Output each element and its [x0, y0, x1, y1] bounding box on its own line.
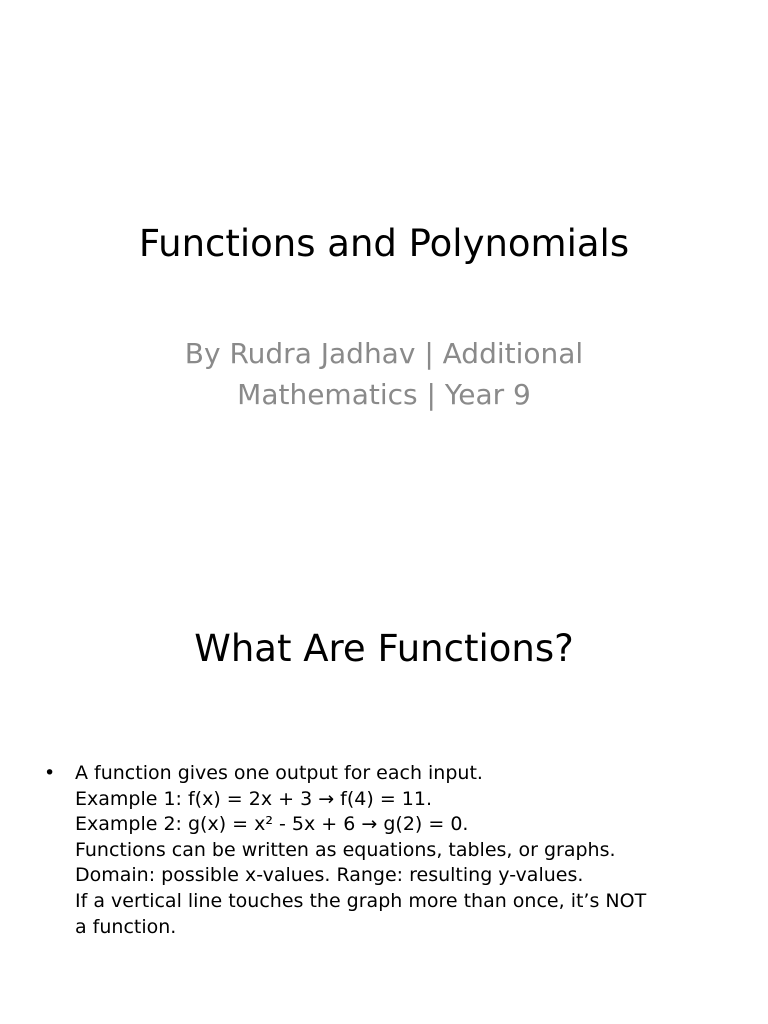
- slide-heading: What Are Functions?: [194, 627, 574, 670]
- bullet-line: Example 1: f(x) = 2x + 3 → f(4) = 11.: [75, 787, 432, 810]
- bullet-line: A function gives one output for each input.: [75, 762, 483, 784]
- bullet-list: [44, 761, 734, 940]
- bullet-line: a function.: [75, 915, 177, 938]
- bullet-line: Functions can be written as equations, tables, or graphs.: [75, 838, 616, 861]
- bullet-line: If a vertical line touches the graph more than once, it’s NOT: [75, 889, 647, 912]
- slide-what-are-functions: [0, 512, 768, 1024]
- bullet-icon: •: [44, 762, 56, 784]
- subtitle-line: Mathematics | Year 9: [237, 378, 531, 411]
- bullet-line: Example 2: g(x) = x² - 5x + 6 → g(2) = 0.: [75, 813, 469, 836]
- bullet-item: [44, 761, 734, 940]
- bullet-line: Domain: possible x-values. Range: resulting y-values.: [75, 864, 584, 887]
- slide-subtitle: [120, 333, 648, 415]
- slide-title-heading: Functions and Polynomials: [138, 222, 630, 265]
- subtitle-line: By Rudra Jadhav | Additional: [184, 337, 584, 370]
- bullet-text: [75, 761, 734, 940]
